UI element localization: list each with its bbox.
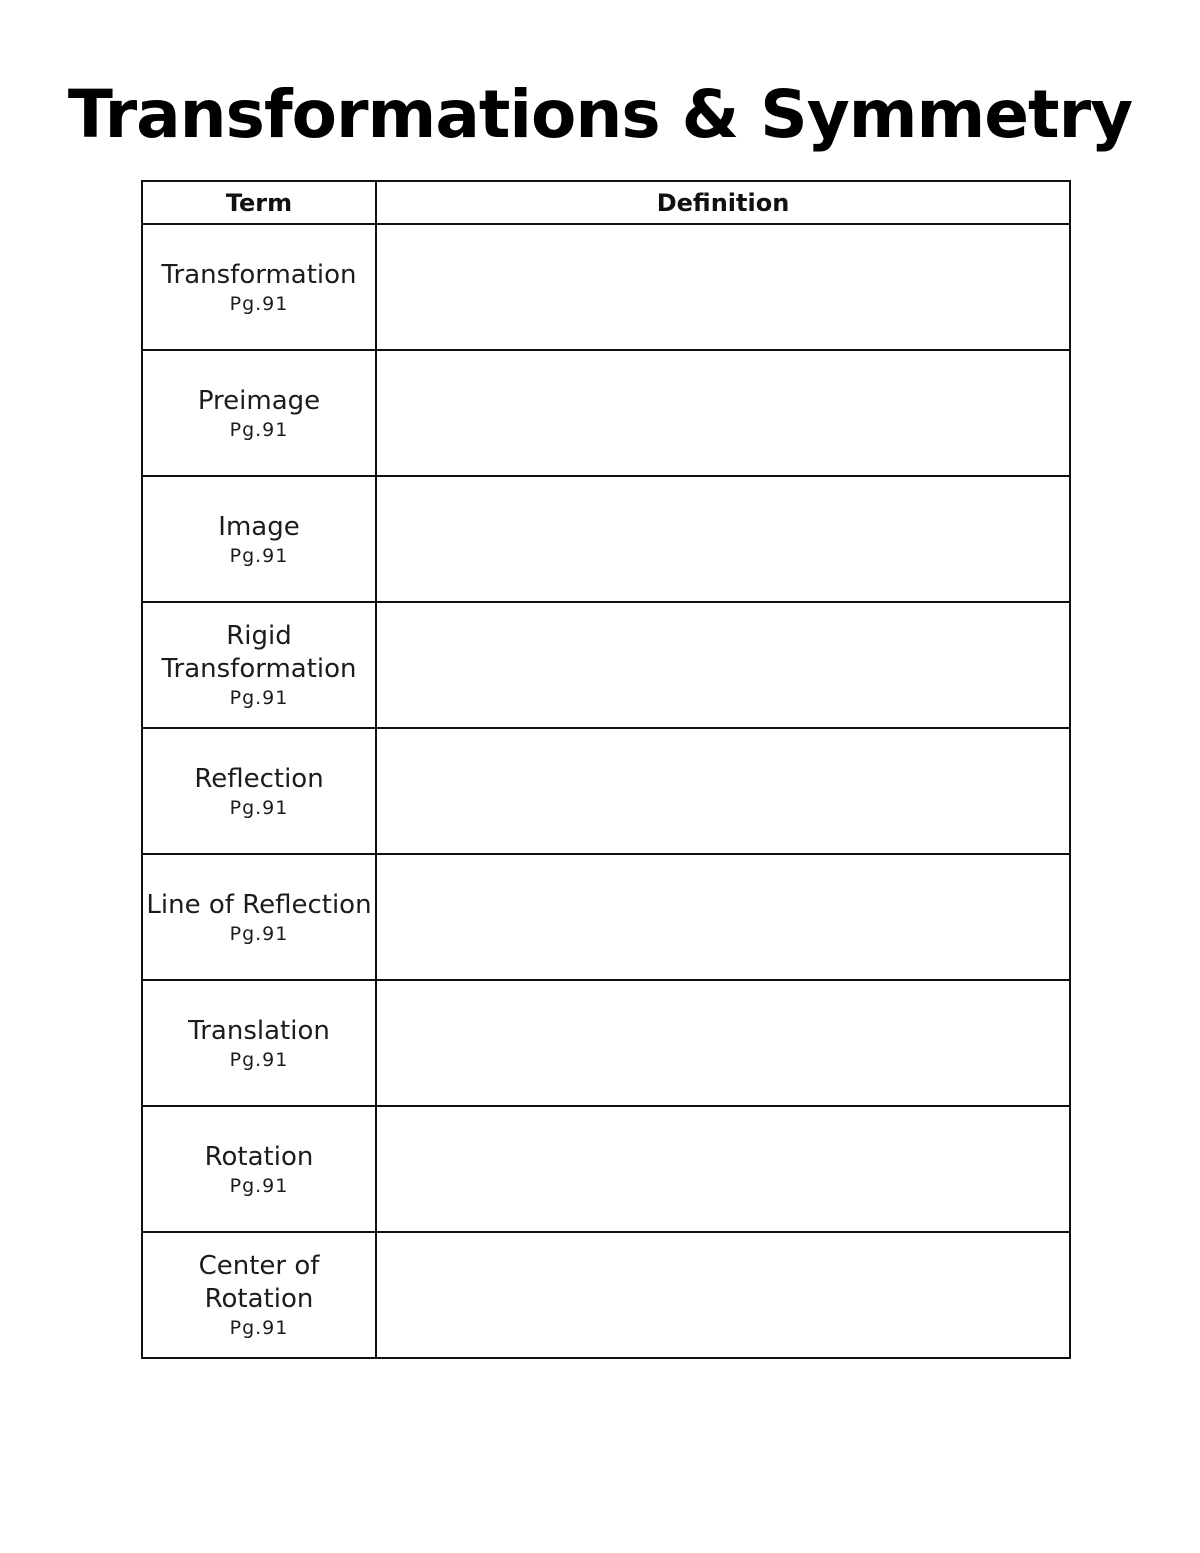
table-header-row (142, 181, 1070, 224)
definition-cell[interactable] (376, 602, 1070, 728)
term-page-ref: Pg.91 (229, 687, 289, 709)
term-cell (142, 224, 376, 350)
term-name: Image (218, 511, 300, 542)
table-row (142, 854, 1070, 980)
term-cell (142, 980, 376, 1106)
term-name: Reflection (194, 763, 324, 794)
term-name: Rigid Transformation (161, 621, 357, 684)
term-cell (142, 602, 376, 728)
table-row (142, 980, 1070, 1106)
term-name: Preimage (197, 385, 321, 416)
term-page-ref: Pg.91 (229, 418, 289, 441)
term-page-ref: Pg.91 (229, 292, 289, 315)
term-page-ref: Pg.91 (229, 1317, 289, 1339)
term-cell (142, 728, 376, 854)
table-row (142, 728, 1070, 854)
term-cell (142, 350, 376, 476)
definition-cell[interactable] (376, 224, 1070, 350)
definition-column-header: Definition (376, 181, 1070, 224)
definition-cell[interactable] (376, 980, 1070, 1106)
term-name: Transformation (161, 259, 357, 290)
definition-cell[interactable] (376, 350, 1070, 476)
term-name: Rotation (204, 1141, 314, 1172)
table-row (142, 602, 1070, 728)
term-page-ref: Pg.91 (229, 922, 289, 945)
term-cell (142, 1106, 376, 1232)
definition-cell[interactable] (376, 1106, 1070, 1232)
term-page-ref: Pg.91 (229, 1174, 289, 1197)
term-page-ref: Pg.91 (229, 796, 289, 819)
term-name: Center of Rotation (198, 1251, 320, 1314)
term-column-header: Term (142, 181, 376, 224)
term-page-ref: Pg.91 (229, 1048, 289, 1071)
vocabulary-table (141, 180, 1071, 1359)
table-row (142, 476, 1070, 602)
term-cell (142, 476, 376, 602)
definition-cell[interactable] (376, 854, 1070, 980)
term-cell (142, 1232, 376, 1358)
table-row (142, 350, 1070, 476)
term-cell (142, 854, 376, 980)
term-page-ref: Pg.91 (229, 544, 289, 567)
definition-cell[interactable] (376, 1232, 1070, 1358)
definition-cell[interactable] (376, 728, 1070, 854)
table-row (142, 1106, 1070, 1232)
table-row (142, 1232, 1070, 1358)
term-name: Translation (188, 1015, 330, 1046)
page-title: Transformations & Symmetry (67, 76, 1133, 153)
term-name: Line of Reflection (146, 889, 372, 920)
definition-cell[interactable] (376, 476, 1070, 602)
table-row (142, 224, 1070, 350)
